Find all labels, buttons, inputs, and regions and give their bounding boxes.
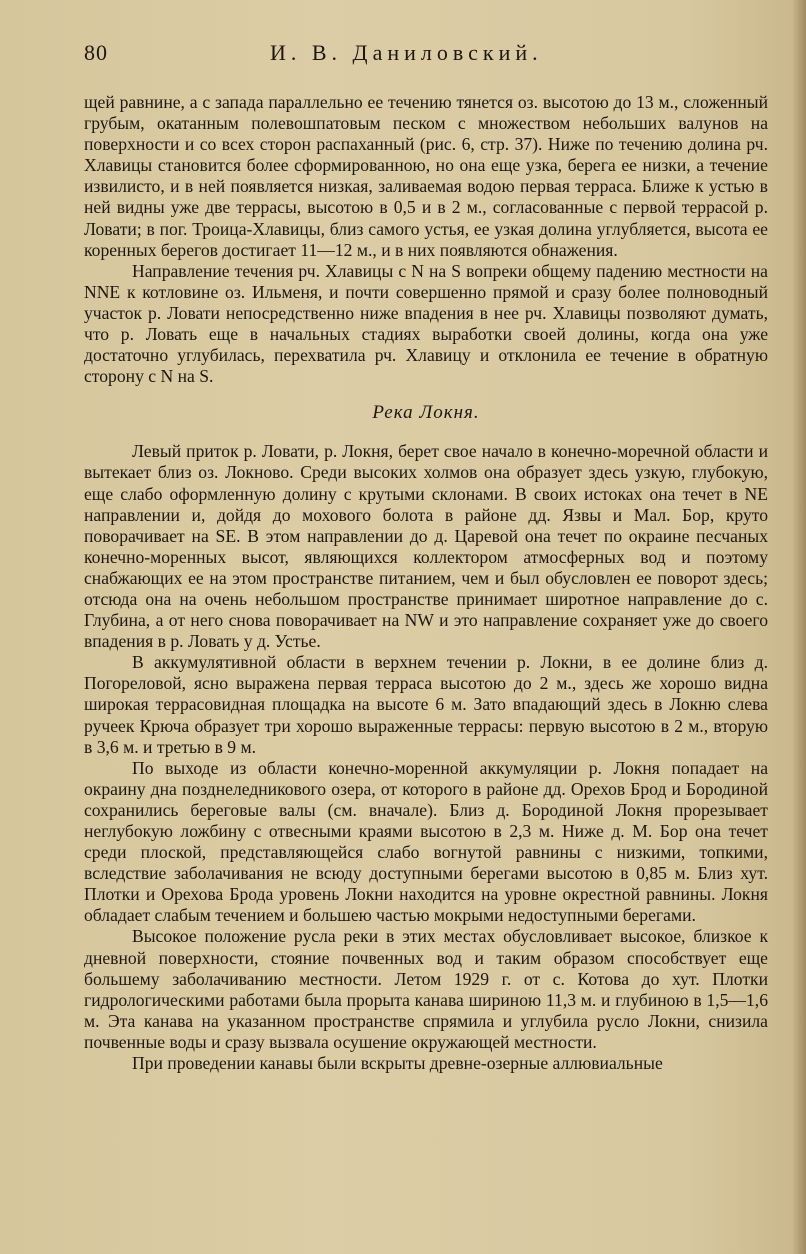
paragraph: Направление течения рч. Хлавицы с N на S вопреки общему падению местности на NNE к котловине оз. Ильменя, и почти совершенно прямой и сразу более полноводный участок р. Ловати непосредственно ниже впадения в нее рч. Хлавицы позволяют думать, что р. Ловать еще в начальных стадиях выработки своей долины, когда она уже достаточно углубилась, перехватила рч. Хлавицу и отклонила ее течение в обратную сторону с N на S. [84,260,768,387]
paragraph: В аккумулятивной области в верхнем течении р. Локни, в ее долине близ д. Погореловой, ясно выражена первая терраса высотою до 2 м., здесь же хорошо видна широкая террасовидная площадка на высоте 6 м. Зато впадающий здесь в Локню слева ручеек Крюча образует три хорошо выраженные террасы: первую высотою в 2 м., вторую в 3,6 м. и третью в 9 м. [84,652,768,757]
page-number: 80 [84,40,108,65]
paragraph: При проведении канавы были вскрыты древне-озерные аллювиальные [132,1053,663,1074]
paragraph: щей равнине, а с запада параллельно ее течению тянется оз. высотою до 13 м., сложенный грубым, окатанным полевошпатовым песком с множеством небольших валунов на поверхности и со всех сторон распаханный (рис. 6, стр. 37). Ниже по течению долина рч. Хлавицы становится более сформированною, но она еще узка, берега ее низки, а течение извилисто, и в ней появляется низкая, заливаемая водою первая терраса. Ближе к устью в ней видны уже две террасы, высотою в 0,5 и в 2 м., согласованные с первой террасой р. Ловати; в пог. Троица-Хлавицы, близ самого устья, ее узкая долина углубляется, высота ее коренных берегов достигает 11—12 м., и в них появляются обнажения. [84,92,768,260]
paragraph: Высокое положение русла реки в этих местах обусловливает высокое, близкое к дневной поверхности, стояние почвенных вод и таким образом способствует еще большему заболачиванию местности. Летом 1929 г. от с. Котова до хут. Плотки гидрологическими работами была прорыта канава шириною 11,3 м. и глубиною в 1,5—1,6 м. Эта канава на указанном пространстве спрямила и углубила русло Локни, снизила почвенные воды и сразу вызвала осушение окружающей местности. [84,926,768,1052]
paragraph: Левый приток р. Ловати, р. Локня, берет свое начало в конечно-моречной области и вытекает близ оз. Локново. Среди высоких холмов она образует здесь узкую, глубокую, еще слабо оформленную долину с крутыми склонами. В своих истоках она течет в NE направлении и, дойдя до мохового болота в районе дд. Язвы и Мал. Бор, круто поворачивает на SE. В этом направлении до д. Царевой она течет по окраине песчаных конечно-моренных высот, являющихся коллектором атмосферных вод и поэтому снабжающих ее на этом пространстве питанием, чем и был обусловлен ее поворот здесь; отсюда она на очень небольшом пространстве принимает широтное направление до с. Глубина, а от него снова поворачивает на NW и это направление сохраняет уже до своего впадения в р. Ловать у д. Устье. [84,441,768,652]
running-head: И. В. Даниловский. [270,40,543,65]
body-text [84,92,768,1074]
paragraph: По выходе из области конечно-моренной аккумуляции р. Локня попадает на окраину дна позднеледникового озера, от которого в районе дд. Орехов Брод и Бородиной сохранились береговые валы (см. вначале). Близ д. Бородиной Локня прорезывает неглубокую ложбину с отвесными краями высотою в 2,3 м. Ниже д. М. Бор она течет среди плоской, представляющейся слабо вогнутой равнины с низкими, топкими, вследствие заболачивания не всюду доступными берегами высотою в 0,85 м. Близ хут. Плотки и Орехова Брода уровень Локни находится на уровне окрестной равнины. Локня обладает слабым течением и большею частью мокрыми недоступными берегами. [84,757,768,926]
page-header [84,40,766,74]
section-title: Река Локня. [372,402,480,424]
